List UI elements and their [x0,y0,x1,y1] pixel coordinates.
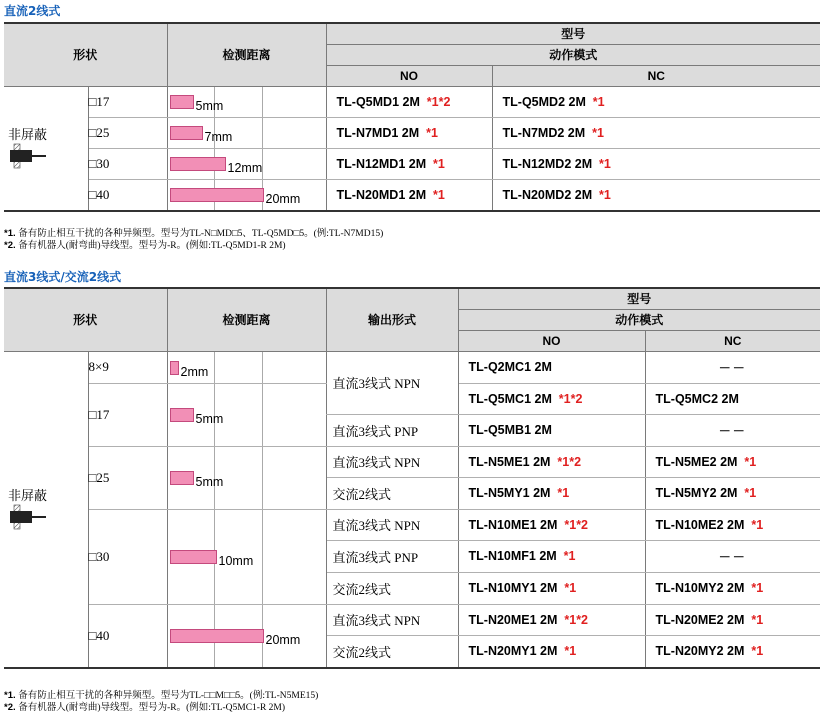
footnote-mark: *2 [570,391,583,406]
table-row [4,86,820,117]
distance-label: 7mm [204,129,233,144]
footnote-mark: *2. [4,702,19,713]
distance-label: 5mm [195,474,224,489]
footnote-text: 备有防止相互干扰的各种异频型。型号为TL-□□M□□5。(例:TL-N5ME15) [18,691,319,701]
output-type: 交流2线式 [326,572,458,604]
distance-label: 2mm [180,364,209,379]
distance-cell [167,351,326,383]
footnote-mark: *1 [426,156,445,171]
header-nc: NC [645,330,820,351]
table-row [4,148,820,179]
footnote-mark: *1 [419,125,438,140]
distance-label: 12mm [227,160,263,175]
section1-notes [4,228,383,252]
distance-bar [170,188,264,202]
header-shape: 形状 [4,23,167,86]
footnote-mark: *1 [592,187,611,202]
model-number: TL-N20MD1 2M [336,187,427,202]
shape-size: □17 [88,86,167,117]
distance-cell [167,179,326,211]
model-no [326,148,492,179]
model-number: TL-N12MD2 2M [502,156,593,171]
model-no [326,179,492,211]
model-number: TL-N7MD1 2M [336,125,420,140]
distance-bar [170,471,194,485]
footnote-mark: *1 [557,644,577,659]
model-nc [645,541,820,573]
distance-bar-area [168,510,326,604]
footnote-mark: *1 [592,156,611,171]
header-output: 输出形式 [326,288,458,351]
model-number: TL-N10MF1 2M [468,549,557,564]
shape-size: □25 [88,446,167,509]
footnote [4,228,383,240]
model-no [458,509,645,541]
shape-size: □30 [88,509,167,604]
distance-cell [167,148,326,179]
header-mode: 动作模式 [326,44,820,65]
model-number: TL-N5ME1 2M [468,454,551,469]
table-row [4,351,820,383]
model-number: TL-Q5MC2 2M [655,391,739,406]
header-no: NO [326,65,492,86]
footnote-mark: *2 [438,94,451,109]
model-number: TL-N10ME2 2M [655,517,745,532]
model-nc [645,446,820,478]
header-nc: NC [492,65,820,86]
distance-bar [170,408,194,422]
footnote-mark: *1. [4,690,19,701]
model-no [458,541,645,573]
distance-cell [167,509,326,604]
footnote-text: 备有防止相互干扰的各种异频型。型号为TL-N□MD□5、TL-Q5MD□5。(例:TL-N7MD15) [18,229,384,239]
distance-cell [167,383,326,446]
model-number: TL-Q5MC1 2M [468,391,552,406]
header-model: 型号 [326,23,820,44]
model-number: TL-N7MD2 2M [502,125,586,140]
footnote-mark: *2 [576,517,589,532]
distance-bar-area [168,87,326,117]
distance-bar [170,157,226,171]
header-mode: 动作模式 [458,309,820,330]
model-no [458,478,645,510]
model-no [458,636,645,668]
footnote-mark: *1 [585,125,604,140]
distance-bar [170,95,194,109]
shape-size: □40 [88,179,167,211]
model-no [458,351,645,383]
model-number: TL-N5MY2 2M [655,486,738,501]
distance-bar-area [168,605,326,667]
header-model: 型号 [458,288,820,309]
gridline [262,447,263,509]
gridline [262,352,263,383]
distance-bar-area [168,447,326,509]
model-no [458,383,645,415]
sensor-icon-1 [8,143,48,169]
distance-label: 10mm [218,553,254,568]
model-nc [645,351,820,383]
footnote-mark: *1 [550,454,570,469]
footnote-mark: *1 [557,612,577,627]
footnote-mark: *2. [4,240,19,251]
output-type: 交流2线式 [326,636,458,668]
model-no [326,117,492,148]
footnote-mark: *1 [737,486,757,501]
model-nc [492,179,820,211]
footnote-mark: *1 [585,94,605,109]
model-number: TL-Q2MC1 2M [468,360,552,374]
distance-bar [170,126,203,140]
footnote [4,240,383,252]
gridline [262,510,263,604]
footnote-mark: *2 [576,612,589,627]
output-type: 直流3线式 NPN [326,446,458,478]
model-number: TL-N20ME2 2M [655,612,745,627]
model-nc [645,383,820,415]
model-number: TL-N5MY1 2M [468,486,551,501]
footnote-mark: *1. [4,228,19,239]
table-row [4,179,820,211]
model-number: TL-N10MY2 2M [655,581,745,596]
distance-bar-area [168,384,326,446]
group-label: 非屏蔽 [8,127,48,142]
footnote-mark: *1 [557,517,577,532]
gridline [262,384,263,446]
output-type: 直流3线式 NPN [326,509,458,541]
distance-label: 20mm [265,191,301,206]
model-nc [645,509,820,541]
footnote-mark: *1 [556,549,576,564]
shape-size: □40 [88,604,167,668]
distance-label: 5mm [195,411,224,426]
section2-notes [4,690,318,714]
model-nc [492,148,820,179]
model-nc [645,478,820,510]
footnote-mark: *1 [744,644,764,659]
footnote-text: 备有机器人(耐弯曲)导线型。型号为-R。(例如:TL-Q5MD1-R 2M) [18,241,286,251]
footnote-mark: *1 [557,581,577,596]
table-row [4,117,820,148]
header-no: NO [458,330,645,351]
dc2wire-table [4,22,820,212]
section2-title: 直流3线式/交流2线式 [4,270,122,284]
footnote-mark: *1 [744,612,764,627]
model-number: TL-N5ME2 2M [655,454,738,469]
model-no [326,86,492,117]
model-no [458,572,645,604]
footnote [4,690,318,702]
model-no [458,604,645,636]
header-distance: 检测距离 [167,23,326,86]
output-type: 直流3线式 PNP [326,541,458,573]
model-number: TL-N20MY2 2M [655,644,745,659]
model-no [458,415,645,447]
distance-bar-area [168,180,326,210]
shape-size: 8×9 [88,351,167,383]
distance-bar [170,629,264,643]
model-number: TL-N12MD1 2M [336,156,427,171]
header-distance: 检测距离 [167,288,326,351]
footnote-mark: *1 [744,581,764,596]
gridline [262,118,263,148]
model-number: TL-Q5MB1 2M [468,423,552,438]
output-type: 直流3线式 NPN [326,351,458,415]
model-nc [645,604,820,636]
footnote-mark: *1 [419,94,439,109]
gridline [262,87,263,117]
distance-bar-area [168,118,326,148]
model-number: TL-Q5MD1 2M [336,94,420,109]
distance-cell [167,86,326,117]
model-number: TL-N20MD2 2M [502,187,593,202]
model-number: TL-N20MY1 2M [468,644,558,659]
group-unshielded [4,86,88,211]
gridline [214,352,215,383]
output-type: 直流3线式 NPN [326,604,458,636]
empty-dash: －－ [718,423,747,438]
model-number: TL-N10ME1 2M [468,517,558,532]
distance-bar [170,550,217,564]
footnote-mark: *2 [569,454,582,469]
footnote-mark: *1 [744,517,764,532]
section1-title: 直流2线式 [4,4,61,18]
distance-cell [167,446,326,509]
sensor-icon-2 [8,504,48,530]
group-label: 非屏蔽 [8,488,48,503]
table-row [4,509,820,541]
distance-cell [167,117,326,148]
empty-dash: －－ [718,549,747,564]
table-row [4,446,820,478]
shape-size: □17 [88,383,167,446]
model-number: TL-Q5MD2 2M [502,94,586,109]
model-nc [645,572,820,604]
output-type: 交流2线式 [326,478,458,510]
distance-cell [167,604,326,668]
model-nc [492,117,820,148]
distance-bar-area [168,149,326,179]
distance-bar-area [168,352,326,383]
model-nc [645,636,820,668]
model-number: TL-N10MY1 2M [468,581,558,596]
model-number: TL-N20ME1 2M [468,612,558,627]
group-unshielded [4,351,88,668]
distance-label: 20mm [265,632,301,647]
empty-dash: －－ [718,360,747,375]
footnote-text: 备有机器人(耐弯曲)导线型。型号为-R。(例如:TL-Q5MC1-R 2M) [18,703,286,713]
model-no [458,446,645,478]
footnote-mark: *1 [551,391,571,406]
shape-size: □25 [88,117,167,148]
footnote-mark: *1 [550,486,570,501]
header-shape: 形状 [4,288,167,351]
dc3wire-ac2wire-table [4,287,820,669]
model-nc [645,415,820,447]
distance-bar [170,361,179,375]
footnote-mark: *1 [426,187,445,202]
table-row [4,604,820,636]
shape-size: □30 [88,148,167,179]
footnote [4,702,318,714]
footnote-mark: *1 [737,454,757,469]
output-type: 直流3线式 PNP [326,415,458,447]
model-nc [492,86,820,117]
distance-label: 5mm [195,98,224,113]
